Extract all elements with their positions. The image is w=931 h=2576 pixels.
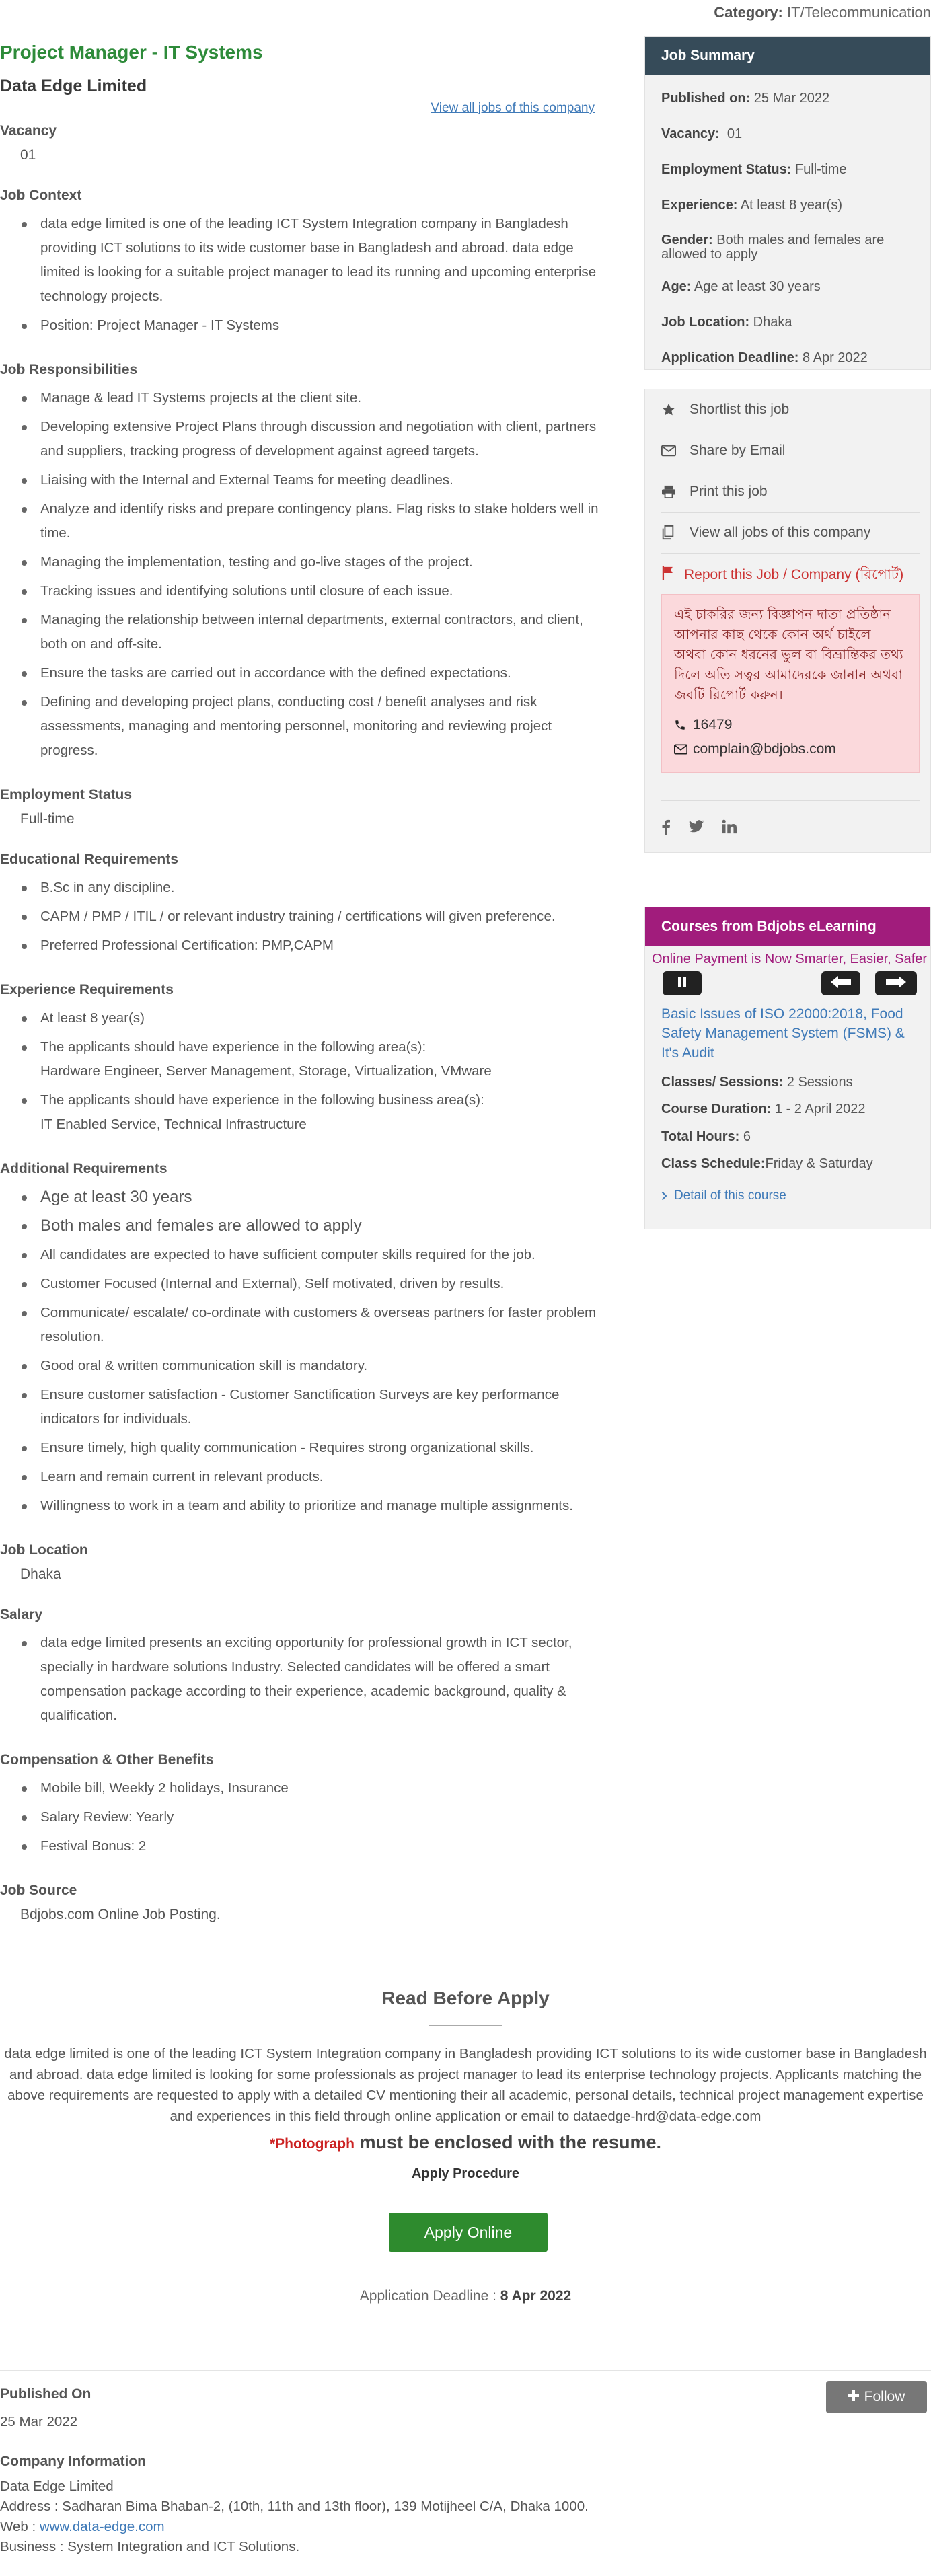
list-item: Tracking issues and identifying solutions until closure of each issue. — [20, 579, 599, 603]
read-before-apply-text: data edge limited is one of the leading ICT System Integration company in Bangladesh providing ICT solutions to its wide customer base in Bangladesh and abroad. data edge limited is looking for some professionals as project manager to lead its enterprise technology projects. Applicants matching the above requirements are requested to apply with a detailed CV mentioning their all academic, personal details, technical project management expertise and experiences in this field through online application or email to dataedge-hrd@data-edge.com — [4, 2046, 927, 2124]
next-button[interactable] — [875, 971, 917, 995]
job-location-title: Job Location — [0, 1542, 88, 1558]
course-hours: Total Hours: 6 — [661, 1129, 751, 1144]
facebook-icon[interactable] — [661, 819, 671, 839]
company-name: Data Edge Limited — [0, 77, 147, 96]
category-value: IT/Telecommunication — [787, 4, 931, 21]
summary-location: Job Location: Dhaka — [661, 315, 792, 330]
employment-status-title: Employment Status — [0, 787, 133, 802]
list-item: Communicate/ escalate/ co-ordinate with customers & overseas partners for faster problem resolution. — [20, 1301, 599, 1349]
company-website-link[interactable]: www.data-edge.com — [39, 2519, 165, 2534]
apply-online-button[interactable]: Apply Online — [389, 2213, 548, 2252]
envelope-icon — [674, 744, 693, 755]
report-notice-text: এই চাকরির জন্য বিজ্ঞাপন দাতা প্রতিষ্ঠান আপনার কাছ থেকে কোন অর্থ চাইলে অথবা কোন ধরনের ভুল বা বিভ্রান্তিকর তথ্য দিলে অতি সত্বর আমাদেরকে জানান অথবা জবটি রিপোর্ট করুন। — [674, 606, 903, 703]
summary-gender: Gender: Both males and females are allowed to apply — [661, 233, 885, 262]
previous-button[interactable] — [821, 971, 860, 995]
summary-experience: Experience: At least 8 year(s) — [661, 198, 843, 213]
social-share — [661, 819, 737, 839]
courses-ticker: Online Payment is Now Smarter, Easier, Safer — [652, 952, 928, 967]
experience-area-label: The applicants should have experience in the following area(s): — [40, 1039, 426, 1055]
education-list — [0, 876, 599, 958]
twitter-icon[interactable] — [688, 819, 704, 839]
courses-box — [644, 907, 931, 1229]
list-item: All candidates are expected to have sufficient computer skills required for the job. — [20, 1243, 599, 1267]
job-responsibilities-list — [0, 386, 599, 763]
documents-icon — [661, 525, 690, 540]
job-source-value: Bdjobs.com Online Job Posting. — [20, 1907, 221, 1922]
job-context-list — [0, 212, 599, 338]
read-before-apply-title: Read Before Apply — [381, 1987, 550, 2008]
benefits-title: Compensation & Other Benefits — [0, 1752, 214, 1768]
education-title: Educational Requirements — [0, 851, 178, 867]
business-area-values: IT Enabled Service, Technical Infrastructure — [40, 1116, 307, 1132]
job-location-value: Dhaka — [20, 1566, 61, 1582]
job-details — [0, 42, 599, 1923]
report-label: Report this Job / Company (রিপোর্ট) — [684, 567, 904, 582]
report-phone-number: 16479 — [693, 717, 733, 732]
job-summary-box — [644, 36, 931, 370]
job-actions-box — [644, 389, 931, 853]
flag-icon — [661, 566, 684, 584]
course-schedule: Class Schedule:Friday & Saturday — [661, 1156, 873, 1171]
shortlist-job-button[interactable] — [661, 389, 920, 430]
print-label: Print this job — [690, 484, 768, 499]
view-all-jobs-link[interactable]: View all jobs of this company — [431, 101, 595, 115]
category-label: Category: — [714, 4, 783, 21]
list-item: Managing the implementation, testing and go-live stages of the project. — [20, 550, 599, 574]
vacancy-value: 01 — [20, 147, 36, 163]
plus-icon — [848, 2389, 859, 2405]
company-business: Business : System Integration and ICT Solutions. — [0, 2539, 300, 2554]
benefits-list — [0, 1776, 599, 1858]
divider — [0, 2370, 931, 2371]
photograph-notice — [0, 2132, 931, 2153]
list-item: Good oral & written communication skill is mandatory. — [20, 1354, 599, 1378]
linkedin-icon[interactable] — [722, 819, 737, 839]
list-item: Festival Bonus: 2 — [20, 1834, 599, 1858]
pause-icon — [677, 976, 687, 991]
company-info-name: Data Edge Limited — [0, 2478, 114, 2494]
apply-procedure-title: Apply Procedure — [411, 2166, 520, 2181]
list-item: B.Sc in any discipline. — [20, 876, 599, 900]
application-deadline: Application Deadline : 8 Apr 2022 — [359, 2288, 572, 2304]
job-context-title: Job Context — [0, 188, 82, 203]
divider — [661, 800, 920, 801]
pause-button[interactable] — [663, 971, 702, 995]
courses-title: Courses from Bdjobs eLearning — [645, 907, 930, 946]
summary-vacancy: Vacancy: 01 — [661, 126, 743, 141]
view-all-label: View all jobs of this company — [690, 525, 871, 540]
summary-employment: Employment Status: Full-time — [661, 162, 847, 177]
list-item: Willingness to work in a team and ability to prioritize and manage multiple assignments. — [20, 1494, 599, 1518]
print-job-button[interactable] — [661, 471, 920, 513]
course-detail-link[interactable] — [661, 1188, 786, 1203]
list-item: Managing the relationship between internal departments, external contractors, and client, both on and off-site. — [20, 608, 599, 656]
arrow-right-icon — [885, 975, 907, 992]
list-item: Liaising with the Internal and External Teams for meeting deadlines. — [20, 468, 599, 492]
company-info-title: Company Information — [0, 2454, 147, 2469]
business-area-label: The applicants should have experience in the following business area(s): — [40, 1092, 484, 1108]
list-item: Ensure the tasks are carried out in accordance with the defined expectations. — [20, 661, 599, 685]
list-item: Age at least 30 years — [20, 1185, 599, 1209]
course-classes: Classes/ Sessions: 2 Sessions — [661, 1075, 853, 1090]
list-item: Developing extensive Project Plans through discussion and negotiation with client, partners and suppliers, tracking progress of development against agreed targets. — [20, 415, 599, 463]
list-item: Manage & lead IT Systems projects at the client site. — [20, 386, 599, 410]
photograph-rest: must be enclosed with the resume. — [354, 2132, 662, 2152]
list-item — [20, 1088, 599, 1137]
category — [714, 4, 931, 22]
company-address: Address : Sadharan Bima Bhaban-2, (10th, 11th and 13th floor), 139 Motijheel C/A, Dhaka 1000. — [0, 2499, 589, 2514]
list-item: CAPM / PMP / ITIL / or relevant industry training / certifications will given preference. — [20, 905, 599, 929]
additional-requirements-title: Additional Requirements — [0, 1161, 167, 1176]
salary-list — [0, 1631, 599, 1728]
report-phone[interactable] — [674, 717, 907, 733]
list-item: Analyze and identify risks and prepare contingency plans. Flag risks to stake holders well in time. — [20, 497, 599, 545]
star-icon — [661, 402, 690, 417]
share-email-button[interactable] — [661, 430, 920, 471]
published-on-value: 25 Mar 2022 — [0, 2414, 78, 2429]
list-item: Ensure customer satisfaction - Customer Sanctification Surveys are key performance indicators for individuals. — [20, 1383, 599, 1431]
view-all-jobs-button[interactable] — [661, 513, 920, 554]
list-item: Customer Focused (Internal and External), Self motivated, driven by results. — [20, 1272, 599, 1296]
list-item — [20, 1035, 599, 1084]
envelope-icon — [661, 445, 690, 457]
shortlist-label: Shortlist this job — [690, 402, 790, 417]
summary-deadline: Application Deadline: 8 Apr 2022 — [661, 350, 868, 365]
list-item: Defining and developing project plans, conducting cost / benefit analyses and risk assessments, managing and mentoring personnel, monitoring and reviewing project progress. — [20, 690, 599, 763]
list-item: Preferred Professional Certification: PMP,CAPM — [20, 934, 599, 958]
arrow-left-icon — [829, 975, 852, 992]
summary-published: Published on: 25 Mar 2022 — [661, 91, 830, 106]
list-item: Mobile bill, Weekly 2 holidays, Insurance — [20, 1776, 599, 1801]
list-item: At least 8 year(s) — [20, 1006, 599, 1030]
experience-area-values: Hardware Engineer, Server Management, Storage, Virtualization, VMware — [40, 1063, 492, 1079]
printer-icon — [661, 485, 690, 498]
company-web: Web : www.data-edge.com — [0, 2519, 165, 2534]
summary-age: Age: Age at least 30 years — [661, 279, 821, 294]
report-email-address: complain@bdjobs.com — [693, 741, 836, 757]
salary-title: Salary — [0, 1607, 43, 1622]
photograph-label: *Photograph — [269, 2136, 355, 2152]
list-item: Both males and females are allowed to apply — [20, 1214, 599, 1238]
list-item: Ensure timely, high quality communication - Requires strong organizational skills. — [20, 1436, 599, 1460]
follow-label: Follow — [864, 2389, 905, 2404]
course-title-link[interactable]: Basic Issues of ISO 22000:2018, Food Safety Management System (FSMS) & It's Audit — [661, 1006, 905, 1061]
additional-requirements-list — [0, 1185, 599, 1518]
job-responsibilities-title: Job Responsibilities — [0, 362, 138, 377]
job-source-title: Job Source — [0, 1883, 77, 1898]
experience-list — [0, 1006, 599, 1137]
follow-button[interactable] — [826, 2381, 927, 2413]
experience-title: Experience Requirements — [0, 982, 174, 997]
phone-icon — [674, 719, 693, 731]
list-item: Salary Review: Yearly — [20, 1805, 599, 1829]
employment-status-value: Full-time — [20, 811, 75, 827]
sidebar — [644, 36, 931, 1229]
job-title: Project Manager - IT Systems — [0, 42, 263, 63]
report-email[interactable] — [674, 741, 907, 757]
report-job-link[interactable] — [661, 566, 920, 584]
report-notice-box — [661, 594, 920, 773]
list-item: Position: Project Manager - IT Systems — [20, 313, 599, 338]
list-item: data edge limited presents an exciting opportunity for professional growth in ICT sector, specially in hardware solutions Industry. Selected candidates will be offered a smart compensation package according to their experience, academic background, quality & qualification. — [20, 1631, 599, 1728]
list-item: Learn and remain current in relevant products. — [20, 1465, 599, 1489]
course-detail-label: Detail of this course — [674, 1188, 786, 1203]
share-email-label: Share by Email — [690, 443, 786, 458]
list-item: data edge limited is one of the leading ICT System Integration company in Bangladesh providing ICT solutions to its wide customer base in Bangladesh and abroad. data edge limited is looking for a suitable project manager to lead its running and upcoming enterprise technology projects. — [20, 212, 599, 309]
published-on-title: Published On — [0, 2386, 91, 2402]
course-duration: Course Duration: 1 - 2 April 2022 — [661, 1102, 866, 1116]
vacancy-title: Vacancy — [0, 123, 57, 139]
job-summary-title: Job Summary — [645, 37, 930, 75]
chevron-right-icon — [661, 1191, 667, 1201]
divider — [429, 2025, 502, 2026]
